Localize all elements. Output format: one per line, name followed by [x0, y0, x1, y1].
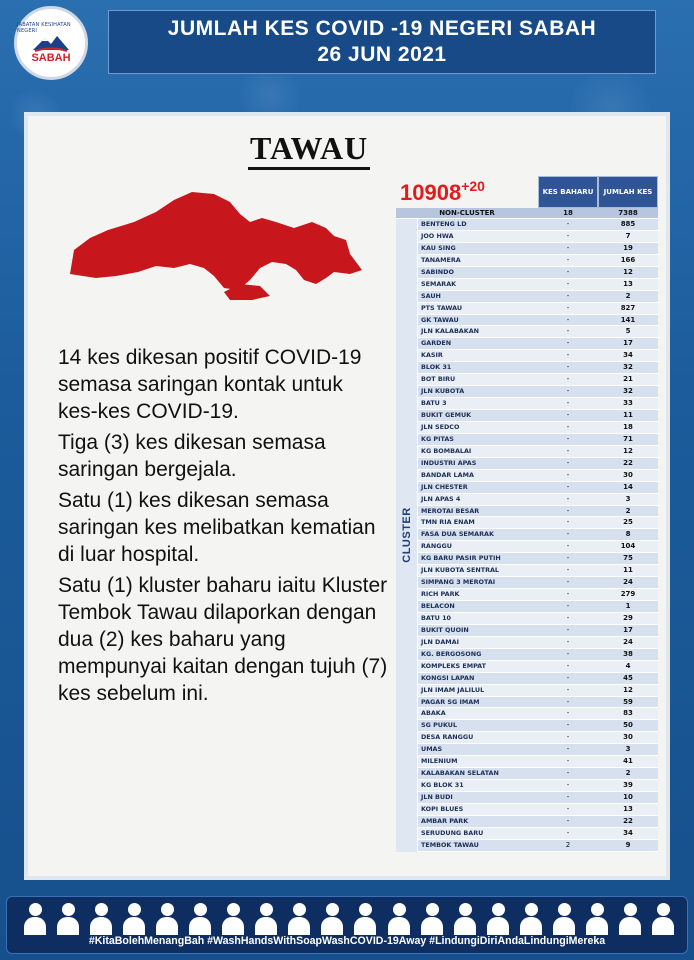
- frontliner-figure-icon: [186, 901, 214, 935]
- cluster-total: 2: [625, 291, 631, 300]
- cluster-name: RANGGU: [421, 542, 452, 551]
- cluster-new: -: [566, 446, 570, 455]
- cluster-name: SABINDO: [421, 267, 454, 276]
- cluster-new: -: [566, 494, 570, 503]
- table-row: [418, 613, 658, 625]
- cluster-new: -: [566, 279, 570, 288]
- frontliner-figure-icon: [120, 901, 148, 935]
- cluster-name: SIMPANG 3 MEROTAI: [421, 578, 496, 587]
- cluster-new: -: [566, 649, 570, 658]
- table-row: [418, 577, 658, 589]
- cluster-new: -: [566, 327, 570, 336]
- cluster-total: 18: [623, 422, 633, 431]
- cluster-total: 4: [625, 661, 631, 670]
- cluster-new: -: [566, 781, 570, 790]
- table-row: [418, 732, 658, 744]
- cluster-total: 41: [623, 757, 633, 766]
- table-row: [418, 243, 658, 255]
- cluster-total: 1: [625, 602, 631, 610]
- table-row: [418, 338, 658, 350]
- cluster-total: 104: [620, 542, 636, 551]
- logo-word: SABAH: [31, 52, 71, 64]
- narrative-paragraph: Satu (1) kes dikesan semasa saringan kes melibatkan kematian di luar hospital.: [58, 489, 376, 566]
- table-row: [418, 541, 658, 553]
- frontliner-figure-icon: [616, 901, 644, 935]
- cluster-name: KAU SING: [421, 243, 456, 252]
- footer-banner: [6, 896, 688, 954]
- cluster-total: 39: [623, 781, 633, 790]
- frontliner-figure-icon: [252, 901, 280, 935]
- cluster-new: -: [566, 411, 570, 419]
- table-row: [418, 434, 658, 446]
- cluster-total: 34: [623, 351, 633, 360]
- cluster-name: JLN SEDCO: [421, 422, 460, 431]
- mountain-icon: [31, 34, 71, 52]
- header-date: 26 JUN 2021: [317, 43, 447, 66]
- table-row: [418, 804, 658, 816]
- table-row: [418, 756, 658, 768]
- cluster-new: -: [566, 506, 570, 515]
- table-row: [418, 792, 658, 804]
- cluster-total: 2: [625, 506, 631, 515]
- table-row: [418, 410, 658, 422]
- frontliner-figure-icon: [385, 901, 413, 935]
- frontliner-figure-icon: [451, 901, 479, 935]
- cluster-name: TANAMERA: [421, 255, 461, 264]
- cluster-name: FASA DUA SEMARAK: [421, 530, 494, 539]
- cluster-new: -: [566, 697, 570, 706]
- sabah-health-logo: [14, 6, 88, 80]
- cluster-name: KONGSI LAPAN: [421, 673, 475, 682]
- cluster-name: JLN BUDI: [421, 793, 453, 801]
- table-row: [418, 708, 658, 720]
- cluster-new: -: [566, 745, 570, 754]
- cluster-new: -: [566, 291, 570, 300]
- cluster-new: -: [566, 769, 570, 778]
- cluster-name: KASIR: [421, 351, 443, 360]
- cluster-name: RICH PARK: [421, 590, 460, 599]
- cluster-name: BATU 3: [421, 399, 447, 408]
- frontliner-figure-icon: [87, 901, 115, 935]
- table-row: [418, 374, 658, 386]
- table-row: [418, 673, 658, 685]
- cluster-total: 166: [620, 255, 636, 264]
- cluster-total: 22: [623, 816, 633, 825]
- table-row: [418, 386, 658, 398]
- cluster-total: 17: [623, 339, 633, 348]
- cluster-new: -: [566, 602, 570, 610]
- cluster-name: KALABAKAN SELATAN: [421, 769, 499, 778]
- cluster-name: JLN APAS 4: [421, 494, 461, 503]
- cluster-name: GARDEN: [421, 339, 452, 348]
- cluster-new: -: [566, 816, 570, 825]
- frontliner-figure-icon: [219, 901, 247, 935]
- col-header-new: KES BAHARU: [538, 176, 598, 208]
- cluster-name: TEMBOK TAWAU: [421, 840, 479, 849]
- cluster-new: -: [566, 399, 570, 408]
- table-row: [418, 685, 658, 697]
- cluster-total: 38: [623, 649, 633, 658]
- cluster-name: SEMARAK: [421, 279, 457, 288]
- frontliner-figure-icon: [649, 901, 677, 935]
- cluster-total: 13: [623, 279, 633, 288]
- table-row: [418, 506, 658, 518]
- cluster-total: 14: [623, 482, 633, 491]
- total-new-count: +20: [461, 178, 485, 194]
- cluster-name: BATU 10: [421, 613, 451, 622]
- cluster-name: JLN KUBOTA: [421, 387, 465, 396]
- cluster-new: -: [566, 243, 570, 252]
- cluster-total: 71: [623, 434, 633, 443]
- hashtags: #KitaBolehMenangBah #WashHandsWithSoapWashCOVID-19Away #LindungiDiriAndaLindungiMereka: [88, 935, 606, 947]
- cluster-name: PTS TAWAU: [421, 303, 463, 312]
- cluster-name: INDUSTRI APAS: [421, 458, 477, 467]
- cluster-total: 5: [625, 327, 631, 336]
- table-row: [418, 780, 658, 792]
- table-row: [418, 697, 658, 709]
- cluster-new: -: [566, 387, 570, 396]
- cluster-name: KG PITAS: [421, 434, 454, 443]
- cluster-total: 11: [623, 411, 633, 419]
- frontliner-figures: [21, 901, 677, 935]
- table-row: [418, 350, 658, 362]
- cluster-new: -: [566, 685, 570, 694]
- cluster-total: 2: [625, 769, 631, 778]
- table-row: [418, 529, 658, 541]
- table-row: [418, 494, 658, 506]
- table-row: [418, 279, 658, 291]
- cluster-new: -: [566, 303, 570, 312]
- frontliner-figure-icon: [285, 901, 313, 935]
- cluster-new: -: [566, 434, 570, 443]
- cluster-name: KG BOMBALAI: [421, 446, 472, 455]
- cluster-new: -: [566, 351, 570, 360]
- cluster-new: -: [566, 721, 570, 730]
- cluster-new: -: [566, 578, 570, 587]
- cluster-new: -: [566, 470, 570, 479]
- table-row: [418, 362, 658, 374]
- cluster-name: JLN IMAM JALILUL: [421, 685, 485, 694]
- cluster-new: -: [566, 458, 570, 467]
- narrative-paragraph: Satu (1) kluster baharu iaitu Kluster Tembok Tawau dilaporkan dengan dua (2) kes baharu yang mempunyai kaitan dengan tujuh (7) kes sebelum ini.: [58, 574, 388, 705]
- table-row: [418, 768, 658, 780]
- cluster-total: 75: [623, 554, 633, 563]
- frontliner-figure-icon: [517, 901, 545, 935]
- non-cluster-new: 18: [563, 209, 573, 217]
- cluster-total: 83: [623, 709, 633, 718]
- cluster-name: MEROTAI BESAR: [421, 506, 480, 515]
- table-row: [418, 326, 658, 338]
- cluster-name: BELACON: [421, 602, 455, 610]
- cluster-name: BUKIT QUOIN: [421, 625, 469, 634]
- frontliner-figure-icon: [418, 901, 446, 935]
- non-cluster-row: [396, 208, 658, 219]
- cluster-label: CLUSTER: [400, 507, 413, 564]
- cluster-total: 13: [623, 804, 633, 813]
- logo-top-text: JABATAN KESIHATAN NEGERI: [17, 22, 71, 34]
- total-cases: [400, 178, 485, 206]
- cluster-name: MILENIUM: [421, 757, 458, 766]
- cluster-side-label: [396, 219, 418, 852]
- cluster-total: 30: [623, 733, 633, 742]
- table-row: [418, 517, 658, 529]
- cluster-name: KOPI BLUES: [421, 804, 464, 813]
- cluster-total: 50: [623, 721, 633, 730]
- cluster-total: 17: [623, 625, 633, 634]
- page-header: [108, 10, 656, 74]
- table-row: [418, 255, 658, 267]
- total-count: 10908: [400, 180, 462, 205]
- cluster-new: -: [566, 530, 570, 539]
- cluster-section: [396, 219, 658, 852]
- cluster-total: 885: [620, 220, 636, 228]
- table-row: [418, 458, 658, 470]
- cluster-total: 141: [620, 315, 636, 324]
- cluster-total: 34: [623, 828, 633, 837]
- cluster-total: 33: [623, 399, 633, 408]
- cluster-total: 24: [623, 637, 633, 646]
- table-row: [418, 267, 658, 279]
- cluster-new: -: [566, 375, 570, 384]
- cluster-name: SERUDUNG BARU: [421, 828, 484, 837]
- cluster-total: 45: [623, 673, 633, 682]
- table-row: [418, 553, 658, 565]
- frontliner-figure-icon: [54, 901, 82, 935]
- frontliner-figure-icon: [583, 901, 611, 935]
- cluster-name: BENTENG LD: [421, 220, 467, 228]
- table-row: [418, 828, 658, 840]
- frontliner-figure-icon: [484, 901, 512, 935]
- cluster-total: 22: [623, 458, 633, 467]
- cluster-new: -: [566, 757, 570, 766]
- cluster-total: 21: [623, 375, 633, 384]
- table-row: [418, 231, 658, 243]
- cluster-new: -: [566, 709, 570, 718]
- cluster-total: 11: [623, 566, 633, 575]
- cluster-new: -: [566, 661, 570, 670]
- cluster-total: 29: [623, 613, 633, 622]
- cluster-name: SG PUKUL: [421, 721, 458, 730]
- cluster-new: -: [566, 363, 570, 372]
- cluster-total: 10: [623, 793, 633, 801]
- table-row: [418, 219, 658, 231]
- narrative-paragraph: Tiga (3) kes dikesan semasa saringan bergejala.: [58, 431, 326, 481]
- frontliner-figure-icon: [153, 901, 181, 935]
- cluster-name: DESA RANGGU: [421, 733, 474, 742]
- cluster-new: -: [566, 315, 570, 324]
- frontliner-figure-icon: [318, 901, 346, 935]
- cluster-name: PAGAR SG IMAM: [421, 697, 480, 706]
- cluster-new: -: [566, 673, 570, 682]
- narrative-paragraph: 14 kes dikesan positif COVID-19 semasa saringan kontak untuk kes-kes COVID-19.: [58, 346, 362, 423]
- cluster-name: BUKIT GEMUK: [421, 411, 472, 419]
- cluster-new: -: [566, 590, 570, 599]
- cluster-total: 12: [623, 446, 633, 455]
- cluster-new: -: [566, 267, 570, 276]
- table-row: [418, 303, 658, 315]
- cluster-total: 279: [620, 590, 636, 599]
- cluster-total: 7: [625, 231, 631, 240]
- table-row: [418, 291, 658, 303]
- table-row: [418, 649, 658, 661]
- cluster-total: 3: [625, 745, 631, 754]
- cluster-new: 2: [565, 840, 571, 849]
- cluster-name: BOT BIRU: [421, 375, 456, 384]
- narrative-text: [58, 344, 388, 711]
- tawau-map: [64, 188, 364, 303]
- table-row: [418, 661, 658, 673]
- district-map-shape: [70, 192, 362, 290]
- table-row: [418, 565, 658, 577]
- cluster-new: -: [566, 625, 570, 634]
- table-row: [418, 601, 658, 613]
- cluster-total: 32: [623, 387, 633, 396]
- cluster-new: -: [566, 828, 570, 837]
- cluster-name: BLOK 31: [421, 363, 452, 372]
- cluster-total: 24: [623, 578, 633, 587]
- cluster-new: -: [566, 255, 570, 264]
- cluster-name: KG BARU PASIR PUTIH: [421, 554, 501, 563]
- table-row: [418, 398, 658, 410]
- table-row: [418, 816, 658, 828]
- cluster-new: -: [566, 554, 570, 563]
- cluster-name: SAUH: [421, 291, 441, 300]
- cluster-new: -: [566, 733, 570, 742]
- cluster-new: -: [566, 793, 570, 801]
- cluster-total: 827: [620, 303, 636, 312]
- cluster-total: 3: [625, 494, 631, 503]
- cluster-new: -: [566, 231, 570, 240]
- table-row: [418, 744, 658, 756]
- table-row: [418, 446, 658, 458]
- cluster-name: ABAKA: [421, 709, 446, 718]
- cluster-new: -: [566, 804, 570, 813]
- frontliner-figure-icon: [21, 901, 49, 935]
- cluster-total: 12: [623, 685, 633, 694]
- cluster-new: -: [566, 542, 570, 551]
- cluster-total: 59: [623, 697, 633, 706]
- col-header-total: JUMLAH KES: [598, 176, 658, 208]
- cluster-name: BANDAR LAMA: [421, 470, 474, 479]
- non-cluster-total: 7388: [618, 209, 638, 217]
- cluster-name: UMAS: [421, 745, 443, 754]
- table-row: [418, 470, 658, 482]
- table-row: [418, 840, 658, 852]
- frontliner-figure-icon: [351, 901, 379, 935]
- cluster-name: TMN RIA ENAM: [421, 518, 475, 527]
- frontliner-figure-icon: [550, 901, 578, 935]
- cluster-name: GK TAWAU: [421, 315, 459, 324]
- cluster-total: 9: [625, 840, 631, 849]
- cluster-new: -: [566, 422, 570, 431]
- cluster-name: JLN DAMAI: [421, 637, 459, 646]
- cluster-new: -: [566, 518, 570, 527]
- table-row: [418, 720, 658, 732]
- cases-table: [396, 208, 658, 852]
- table-row: [418, 422, 658, 434]
- table-row: [418, 625, 658, 637]
- cluster-total: 8: [625, 530, 631, 539]
- cluster-total: 25: [623, 518, 633, 527]
- district-title: TAWAU: [248, 130, 370, 170]
- table-row: [418, 589, 658, 601]
- cluster-name: JOO HWA: [421, 231, 454, 240]
- cluster-total: 12: [623, 267, 633, 276]
- cluster-new: -: [566, 637, 570, 646]
- table-row: [418, 482, 658, 494]
- cluster-total: 30: [623, 470, 633, 479]
- cluster-total: 32: [623, 363, 633, 372]
- cluster-new: -: [566, 613, 570, 622]
- table-row: [418, 315, 658, 327]
- cluster-name: KG. BERGOSONG: [421, 649, 482, 658]
- cluster-new: -: [566, 482, 570, 491]
- cluster-new: -: [566, 566, 570, 575]
- cluster-name: KG BLOK 31: [421, 781, 464, 790]
- cluster-name: JLN KALABAKAN: [421, 327, 480, 336]
- header-title: JUMLAH KES COVID -19 NEGERI SABAH: [167, 17, 597, 40]
- non-cluster-label: NON-CLUSTER: [439, 209, 495, 217]
- cluster-rows: [418, 219, 658, 852]
- table-row: [418, 637, 658, 649]
- cluster-new: -: [566, 220, 570, 228]
- cluster-name: KOMPLEKS EMPAT: [421, 661, 486, 670]
- cluster-name: AMBAR PARK: [421, 816, 469, 825]
- cluster-name: JLN CHESTER: [421, 482, 468, 491]
- cluster-new: -: [566, 339, 570, 348]
- cluster-name: JLN KUBOTA SENTRAL: [421, 566, 500, 575]
- cluster-total: 19: [623, 243, 633, 252]
